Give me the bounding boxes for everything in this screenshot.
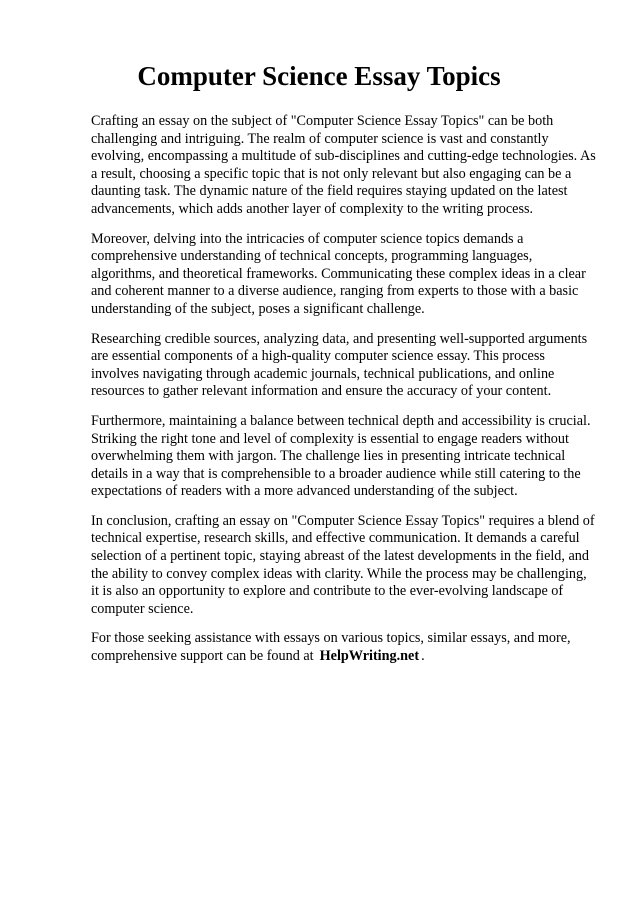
paragraph-research: Researching credible sources, analyzing data, and presenting well-supported arguments are essential components of a high-quality computer science essay. This process involves navigating through academic journals, technical publications, and online resources to gather relevant information and ensure the accuracy of your content. xyxy=(91,330,588,400)
helpwriting-link[interactable]: HelpWriting.net xyxy=(319,648,420,665)
paragraph-balance: Furthermore, maintaining a balance between technical depth and accessibility is crucial. Striking the right tone and level of complexity is essential to engage readers without overwhelming them with jargon. The challenge lies in presenting intricate technical details in a way that is comprehensible to a broader audience while still catering to the expectations of readers with a more advanced understanding of the subject. xyxy=(91,412,591,500)
paragraph-understanding: Moreover, delving into the intricacies of computer science topics demands a comprehensive understanding of technical concepts, programming languages, algorithms, and theoretical frameworks. Communicating these complex ideas in a clear and coherent manner to a diverse audience, ranging from experts to those with a basic understanding of the subject, poses a significant challenge. xyxy=(91,230,586,317)
closing-text: For those seeking assistance with essays on various topics, similar essays, and more, comprehensive support can be found at xyxy=(91,630,571,665)
paragraph-closing xyxy=(91,630,596,665)
closing-period: . xyxy=(421,648,425,665)
paragraph-intro: Crafting an essay on the subject of "Computer Science Essay Topics" can be both challenging and intriguing. The realm of computer science is vast and constantly evolving, encompassing a multitude of sub-disciplines and cutting-edge technologies. As a result, choosing a specific topic that is not only relevant but also engaging can be a daunting task. The dynamic nature of the field requires staying updated on the latest advancements, which adds another layer of complexity to the writing process. xyxy=(91,113,596,217)
paragraph-conclusion: In conclusion, crafting an essay on "Computer Science Essay Topics" requires a blend of technical expertise, research skills, and effective communication. It demands a careful selection of a pertinent topic, staying abreast of the latest developments in the field, and the ability to convey complex ideas with clarity. While the process may be challenging, it is also an opportunity to explore and contribute to the ever-evolving landscape of computer science. xyxy=(91,512,595,617)
page-title: Computer Science Essay Topics xyxy=(137,61,501,91)
